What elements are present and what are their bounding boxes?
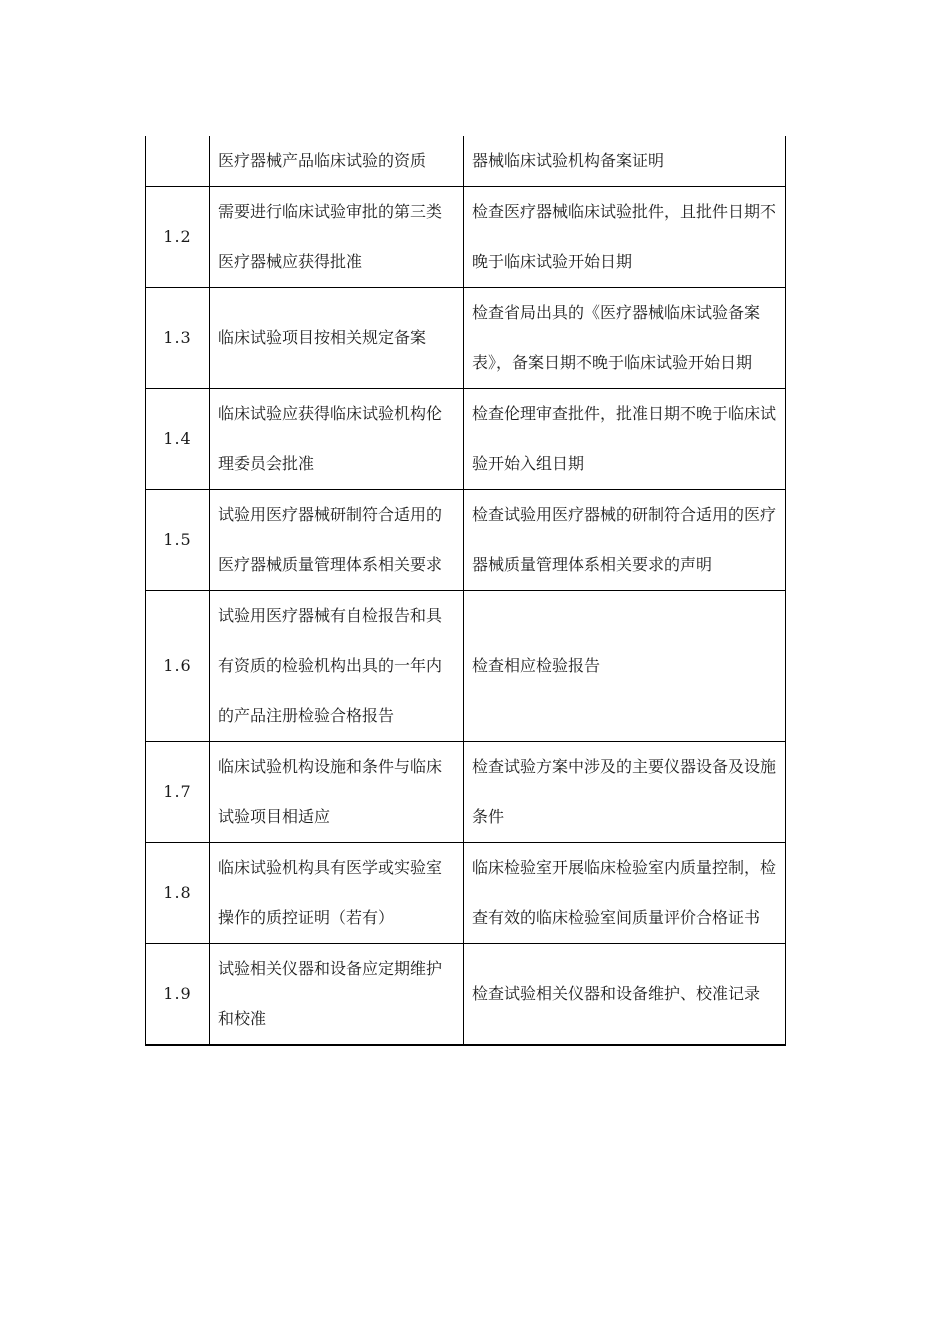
inspection-item: 需要进行临床试验审批的第三类医疗器械应获得批准: [210, 187, 464, 288]
inspection-method: 检查伦理审查批件，批准日期不晚于临床试验开始入组日期: [464, 389, 786, 490]
inspection-method: 检查相应检验报告: [464, 591, 786, 742]
inspection-method: 检查试验相关仪器和设备维护、校准记录: [464, 944, 786, 1046]
inspection-item: 试验相关仪器和设备应定期维护和校准: [210, 944, 464, 1046]
table-row: [146, 490, 786, 591]
row-number: 1.7: [146, 742, 210, 843]
table-row: [146, 742, 786, 843]
row-number: 1.6: [146, 591, 210, 742]
row-number: 1.2: [146, 187, 210, 288]
row-number: 1.8: [146, 843, 210, 944]
inspection-method: 器械临床试验机构备案证明: [464, 136, 786, 187]
table-row: [146, 288, 786, 389]
table-row: [146, 843, 786, 944]
row-number: 1.3: [146, 288, 210, 389]
inspection-table: [145, 136, 786, 1046]
row-number: 1.9: [146, 944, 210, 1046]
table-row: [146, 591, 786, 742]
inspection-item: 临床试验应获得临床试验机构伦理委员会批准: [210, 389, 464, 490]
table-row: [146, 389, 786, 490]
inspection-item: 临床试验机构具有医学或实验室操作的质控证明（若有）: [210, 843, 464, 944]
row-number: 1.4: [146, 389, 210, 490]
table-row: [146, 136, 786, 187]
inspection-method: 检查省局出具的《医疗器械临床试验备案表》，备案日期不晚于临床试验开始日期: [464, 288, 786, 389]
row-number: 1.5: [146, 490, 210, 591]
inspection-item: 试验用医疗器械研制符合适用的医疗器械质量管理体系相关要求: [210, 490, 464, 591]
table-row: [146, 187, 786, 288]
inspection-item: 临床试验机构设施和条件与临床试验项目相适应: [210, 742, 464, 843]
row-number: [146, 136, 210, 187]
inspection-method: 检查试验用医疗器械的研制符合适用的医疗器械质量管理体系相关要求的声明: [464, 490, 786, 591]
inspection-item: 临床试验项目按相关规定备案: [210, 288, 464, 389]
inspection-method: 检查医疗器械临床试验批件，且批件日期不晚于临床试验开始日期: [464, 187, 786, 288]
inspection-method: 检查试验方案中涉及的主要仪器设备及设施条件: [464, 742, 786, 843]
inspection-method: 临床检验室开展临床检验室内质量控制，检查有效的临床检验室间质量评价合格证书: [464, 843, 786, 944]
table-row: [146, 944, 786, 1046]
inspection-item: 医疗器械产品临床试验的资质: [210, 136, 464, 187]
inspection-item: 试验用医疗器械有自检报告和具有资质的检验机构出具的一年内的产品注册检验合格报告: [210, 591, 464, 742]
